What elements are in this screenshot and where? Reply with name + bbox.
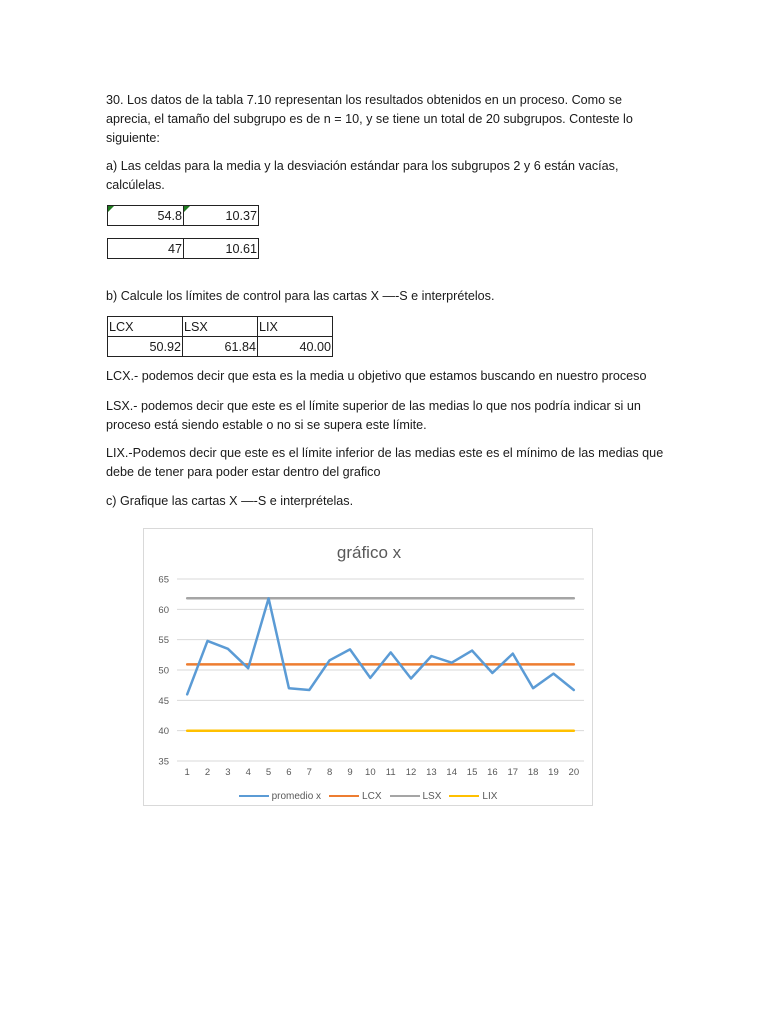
std-cell-subgroup-6[interactable]: 10.61: [184, 239, 259, 259]
lsx-header: LSX: [183, 317, 258, 337]
x-tick-label: 18: [527, 767, 539, 778]
part-b-line: b) Calcule los límites de control para las cartas X —-S e interprételos.: [106, 289, 495, 303]
y-tick-label: 35: [158, 756, 169, 768]
x-tick-label: 17: [507, 767, 519, 778]
series-line-promedio-x[interactable]: [187, 598, 574, 694]
part-c-text: [106, 492, 666, 511]
lix-header: LIX: [258, 317, 333, 337]
series-lines: [187, 598, 574, 731]
y-tick-label: 40: [158, 726, 169, 738]
lcx-header: LCX: [108, 317, 183, 337]
part-a-text: [106, 157, 666, 195]
y-tick-label: 45: [158, 695, 169, 707]
legend-label: LCX: [362, 791, 382, 802]
legend-item[interactable]: [239, 791, 321, 802]
legend-label: LSX: [422, 791, 442, 802]
x-tick-label: 9: [347, 767, 353, 778]
x-tick-label: 19: [548, 767, 559, 778]
mean-cell-subgroup-6[interactable]: 47: [108, 239, 184, 259]
x-tick-label: 2: [204, 767, 211, 778]
lsx-interpretation-line: proceso está siendo estable o no si se supera este límite.: [106, 418, 427, 432]
legend-swatch: [239, 795, 269, 797]
part-c-line: c) Grafique las cartas X —-S e interprételas.: [106, 494, 354, 508]
control-limits-header-row: [108, 317, 333, 337]
subgroup-6-cells: [107, 238, 259, 259]
x-tick-label: 3: [225, 767, 231, 778]
chart-legend: [144, 791, 592, 802]
chart-title: gráfico x: [336, 543, 402, 562]
chart-canvas: [144, 529, 594, 807]
y-tick-label: 65: [158, 574, 169, 586]
y-tick-label: 50: [158, 665, 169, 677]
x-tick-label: 1: [184, 767, 190, 778]
mean-cell-subgroup-2[interactable]: 54.8: [108, 206, 184, 226]
control-limits-table: [107, 316, 333, 357]
lcx-interpretation: [106, 367, 666, 386]
part-a-line: a) Las celdas para la media y la desviación estándar para los subgrupos 2 y 6 están vacías,: [106, 159, 619, 173]
y-tick-label: 55: [158, 635, 169, 647]
legend-swatch: [390, 795, 420, 797]
lcx-interpretation-line: LCX.- podemos decir que esta es la media u objetivo que estamos buscando en nuestro proceso: [106, 369, 647, 383]
lsx-value[interactable]: 61.84: [183, 337, 258, 357]
lsx-interpretation: [106, 397, 666, 435]
x-tick-label: 12: [405, 767, 417, 778]
legend-item[interactable]: [329, 791, 381, 802]
x-tick-label: 8: [326, 767, 333, 778]
question-line: siguiente:: [106, 131, 160, 145]
x-tick-label: 14: [446, 767, 458, 778]
question-line: aprecia, el tamaño del subgrupo es de n = 10, y se tiene un total de 20 subgrupos. Conteste lo: [106, 112, 633, 126]
part-b-text: [106, 287, 666, 306]
x-tick-label: 6: [286, 767, 292, 778]
question-line: 30. Los datos de la tabla 7.10 representan los resultados obtenidos en un proceso. Como se: [106, 93, 622, 107]
std-cell-subgroup-2[interactable]: 10.37: [184, 206, 259, 226]
lcx-value[interactable]: 50.92: [108, 337, 183, 357]
x-tick-label: 11: [385, 767, 396, 778]
lix-interpretation-line: LIX.-Podemos decir que este es el límite inferior de las medias este es el mínimo de las medias que: [106, 446, 664, 460]
x-tick-label: 10: [365, 767, 376, 778]
x-tick-label: 20: [568, 767, 580, 778]
y-tick-label: 60: [158, 604, 169, 616]
part-a-line: calcúlelas.: [106, 178, 165, 192]
lix-interpretation-line: debe de tener para poder estar dentro del grafico: [106, 465, 381, 479]
legend-swatch: [329, 795, 359, 797]
x-tick-label: 7: [306, 767, 312, 778]
x-tick-label: 15: [466, 767, 478, 778]
legend-item[interactable]: [390, 791, 442, 802]
y-tick-labels: [158, 575, 169, 768]
lsx-interpretation-line: LSX.- podemos decir que este es el límite superior de las medias lo que nos podría indicar si un: [106, 399, 641, 413]
x-tick-labels: [185, 767, 580, 778]
x-bar-chart[interactable]: [143, 528, 593, 806]
x-tick-label: 4: [245, 767, 251, 778]
lix-value[interactable]: 40.00: [258, 337, 333, 357]
subgroup-2-cells: [107, 205, 259, 226]
legend-item[interactable]: [449, 791, 497, 802]
legend-label: promedio x: [271, 791, 322, 802]
question-text: [106, 91, 666, 148]
control-limits-value-row: [108, 337, 333, 357]
lix-interpretation: [106, 444, 666, 482]
legend-swatch: [449, 795, 479, 797]
legend-label: LIX: [482, 791, 498, 802]
x-tick-label: 16: [487, 767, 498, 778]
x-tick-label: 13: [426, 767, 437, 778]
x-tick-label: 5: [265, 767, 272, 778]
